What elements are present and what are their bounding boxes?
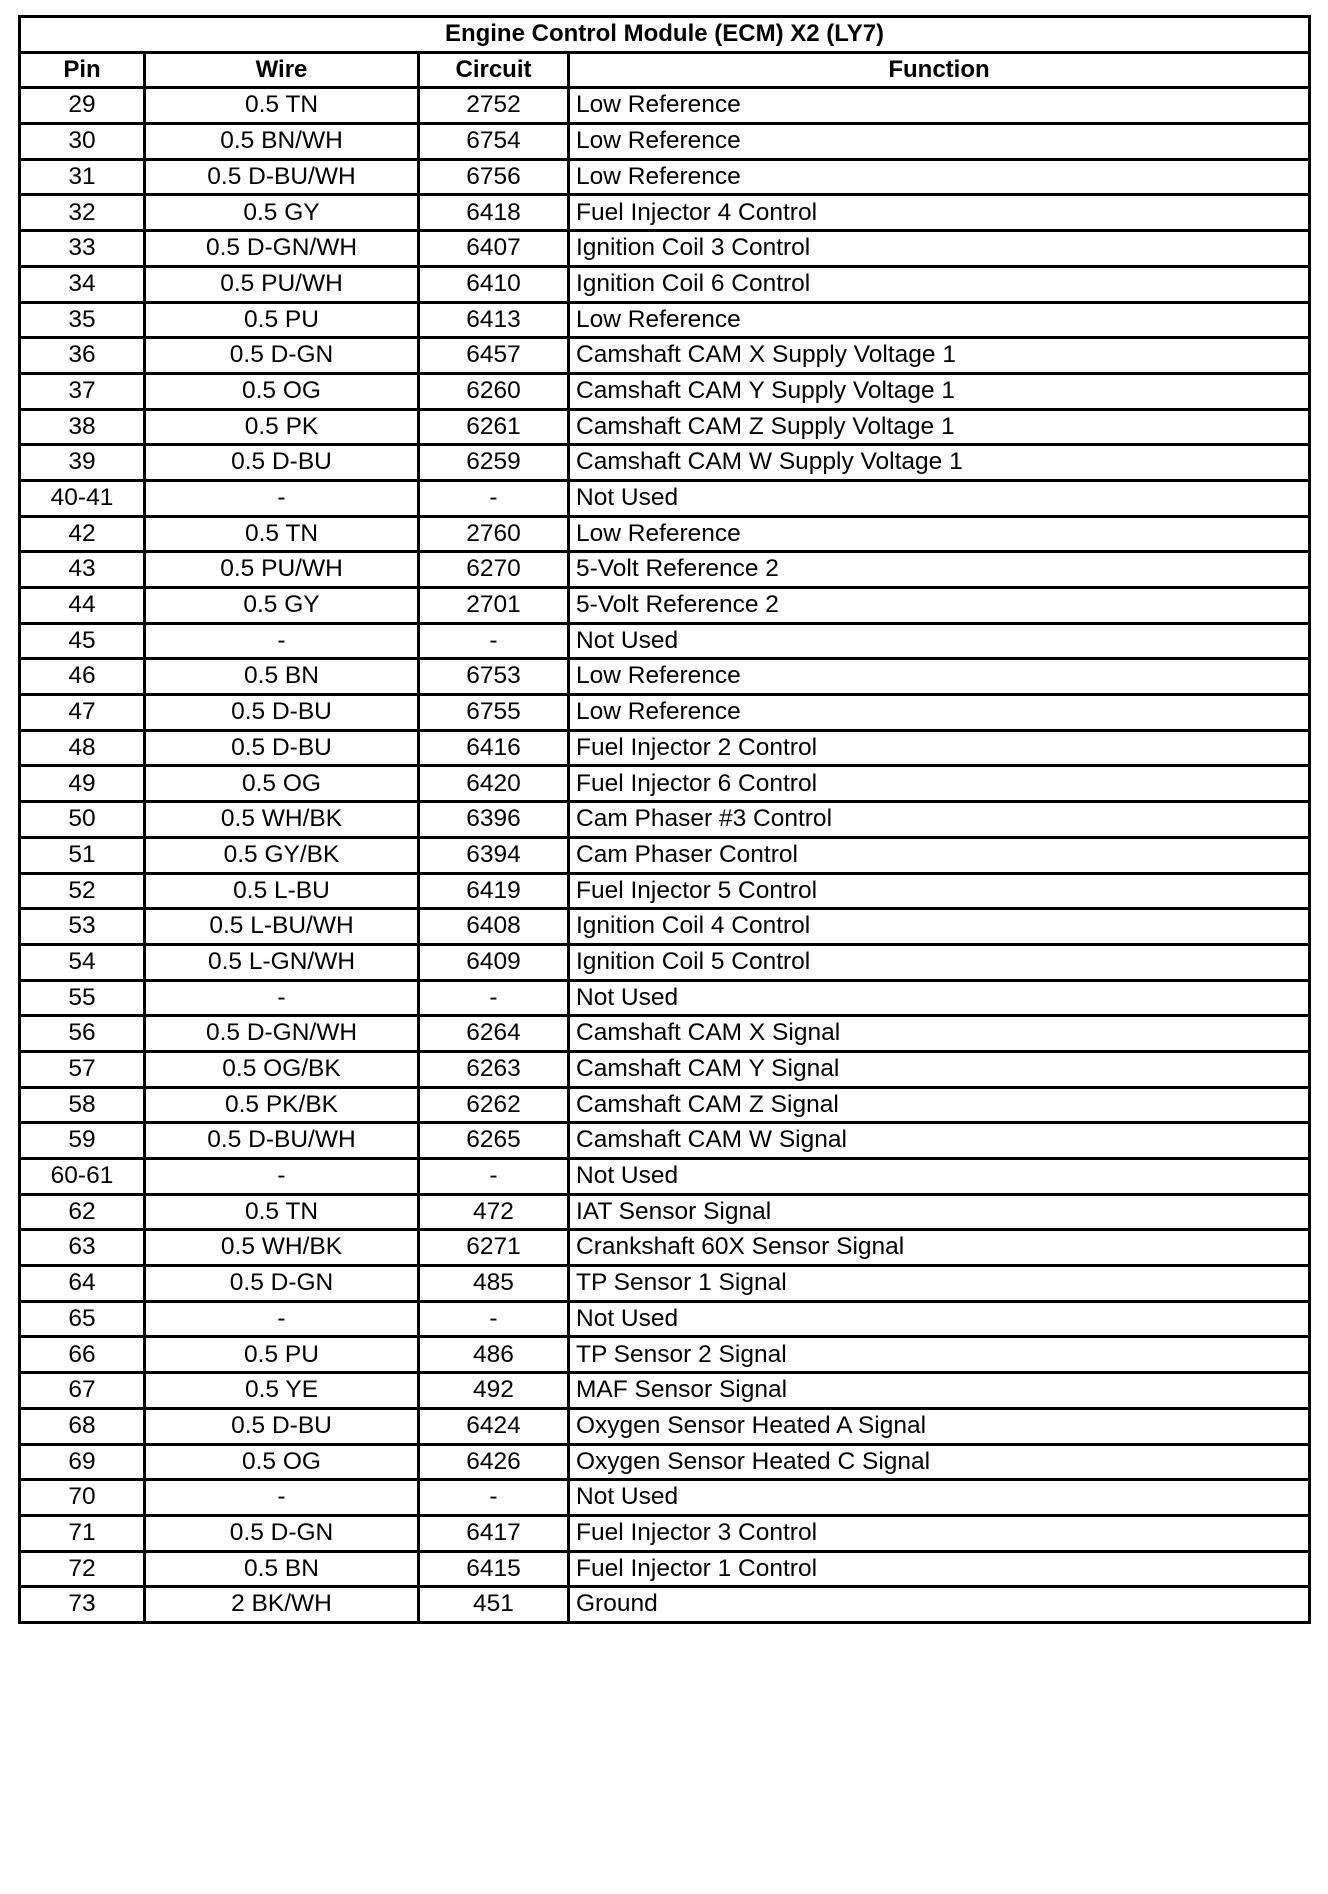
cell-pin: 62 [20, 1194, 145, 1230]
cell-circuit: 6409 [419, 944, 569, 980]
cell-function: Fuel Injector 3 Control [569, 1515, 1310, 1551]
cell-wire: 0.5 OG [145, 373, 419, 409]
cell-pin: 73 [20, 1587, 145, 1623]
cell-pin: 69 [20, 1444, 145, 1480]
cell-circuit: 6408 [419, 909, 569, 945]
cell-circuit: 6261 [419, 409, 569, 445]
cell-wire: 0.5 GY/BK [145, 837, 419, 873]
cell-pin: 44 [20, 588, 145, 624]
cell-circuit: - [419, 480, 569, 516]
cell-pin: 35 [20, 302, 145, 338]
cell-function: Not Used [569, 1159, 1310, 1195]
cell-function: Camshaft CAM W Signal [569, 1123, 1310, 1159]
cell-circuit: 6413 [419, 302, 569, 338]
table-row [20, 1587, 1310, 1623]
cell-circuit: 6418 [419, 195, 569, 231]
table-row [20, 623, 1310, 659]
table-row [20, 266, 1310, 302]
cell-function: Camshaft CAM X Supply Voltage 1 [569, 338, 1310, 374]
cell-pin: 52 [20, 873, 145, 909]
table-body [20, 88, 1310, 1623]
cell-function: Ignition Coil 4 Control [569, 909, 1310, 945]
cell-wire: 0.5 PK [145, 409, 419, 445]
cell-wire: 0.5 PU/WH [145, 266, 419, 302]
cell-function: Crankshaft 60X Sensor Signal [569, 1230, 1310, 1266]
cell-circuit: - [419, 980, 569, 1016]
cell-wire: 0.5 OG [145, 766, 419, 802]
table-row [20, 1551, 1310, 1587]
cell-wire: 0.5 D-BU [145, 445, 419, 481]
cell-function: IAT Sensor Signal [569, 1194, 1310, 1230]
cell-wire: 0.5 L-GN/WH [145, 944, 419, 980]
cell-circuit: 6264 [419, 1016, 569, 1052]
cell-wire: 0.5 PK/BK [145, 1087, 419, 1123]
cell-pin: 49 [20, 766, 145, 802]
cell-function: Not Used [569, 623, 1310, 659]
cell-wire: - [145, 623, 419, 659]
cell-function: Low Reference [569, 302, 1310, 338]
table-row [20, 1051, 1310, 1087]
table-row [20, 1444, 1310, 1480]
table-row [20, 909, 1310, 945]
cell-function: Low Reference [569, 695, 1310, 731]
table-row [20, 802, 1310, 838]
connector-pinout-table [18, 15, 1311, 1624]
cell-circuit: 6416 [419, 730, 569, 766]
header-wire: Wire [145, 52, 419, 88]
cell-pin: 66 [20, 1337, 145, 1373]
cell-wire: 0.5 TN [145, 1194, 419, 1230]
cell-pin: 56 [20, 1016, 145, 1052]
cell-pin: 43 [20, 552, 145, 588]
cell-pin: 53 [20, 909, 145, 945]
cell-circuit: 6271 [419, 1230, 569, 1266]
cell-circuit: 6259 [419, 445, 569, 481]
header-pin: Pin [20, 52, 145, 88]
cell-function: Low Reference [569, 659, 1310, 695]
cell-function: Ignition Coil 5 Control [569, 944, 1310, 980]
cell-circuit: 472 [419, 1194, 569, 1230]
cell-circuit: - [419, 1159, 569, 1195]
cell-function: Not Used [569, 980, 1310, 1016]
table-row [20, 159, 1310, 195]
cell-wire: 0.5 PU [145, 1337, 419, 1373]
cell-pin: 54 [20, 944, 145, 980]
cell-pin: 36 [20, 338, 145, 374]
table-row [20, 516, 1310, 552]
cell-circuit: 6457 [419, 338, 569, 374]
cell-wire: 0.5 D-BU [145, 1408, 419, 1444]
header-circuit: Circuit [419, 52, 569, 88]
cell-pin: 38 [20, 409, 145, 445]
cell-wire: 0.5 BN/WH [145, 124, 419, 160]
cell-function: Cam Phaser #3 Control [569, 802, 1310, 838]
table-row [20, 409, 1310, 445]
cell-circuit: 6260 [419, 373, 569, 409]
cell-circuit: 492 [419, 1373, 569, 1409]
cell-function: Low Reference [569, 516, 1310, 552]
cell-pin: 58 [20, 1087, 145, 1123]
cell-circuit: - [419, 1301, 569, 1337]
cell-pin: 68 [20, 1408, 145, 1444]
cell-pin: 37 [20, 373, 145, 409]
cell-function: Fuel Injector 1 Control [569, 1551, 1310, 1587]
cell-wire: 0.5 BN [145, 1551, 419, 1587]
cell-wire: 0.5 WH/BK [145, 802, 419, 838]
cell-wire: 0.5 OG/BK [145, 1051, 419, 1087]
table-row [20, 302, 1310, 338]
cell-pin: 48 [20, 730, 145, 766]
table-row [20, 944, 1310, 980]
cell-function: Low Reference [569, 159, 1310, 195]
table-row [20, 1016, 1310, 1052]
cell-circuit: 6394 [419, 837, 569, 873]
cell-circuit: 486 [419, 1337, 569, 1373]
cell-wire: 2 BK/WH [145, 1587, 419, 1623]
table-row [20, 730, 1310, 766]
cell-wire: 0.5 TN [145, 88, 419, 124]
cell-function: Camshaft CAM W Supply Voltage 1 [569, 445, 1310, 481]
table-row [20, 1194, 1310, 1230]
header-function: Function [569, 52, 1310, 88]
cell-wire: 0.5 D-BU/WH [145, 159, 419, 195]
cell-circuit: - [419, 623, 569, 659]
cell-pin: 39 [20, 445, 145, 481]
cell-circuit: 6265 [419, 1123, 569, 1159]
cell-pin: 45 [20, 623, 145, 659]
table-row [20, 873, 1310, 909]
table-row [20, 1480, 1310, 1516]
cell-wire: 0.5 D-BU [145, 695, 419, 731]
cell-pin: 72 [20, 1551, 145, 1587]
cell-circuit: 485 [419, 1266, 569, 1302]
cell-function: Camshaft CAM Y Signal [569, 1051, 1310, 1087]
table-row [20, 980, 1310, 1016]
cell-circuit: 6407 [419, 231, 569, 267]
cell-wire: 0.5 D-GN [145, 1515, 419, 1551]
cell-circuit: 2701 [419, 588, 569, 624]
cell-pin: 67 [20, 1373, 145, 1409]
cell-pin: 57 [20, 1051, 145, 1087]
table-title: Engine Control Module (ECM) X2 (LY7) [20, 17, 1310, 53]
cell-function: Oxygen Sensor Heated A Signal [569, 1408, 1310, 1444]
cell-function: Ignition Coil 3 Control [569, 231, 1310, 267]
table-row [20, 1408, 1310, 1444]
cell-pin: 29 [20, 88, 145, 124]
cell-function: Fuel Injector 2 Control [569, 730, 1310, 766]
table-row [20, 1123, 1310, 1159]
cell-wire: - [145, 1301, 419, 1337]
cell-wire: - [145, 1159, 419, 1195]
cell-circuit: 6410 [419, 266, 569, 302]
cell-pin: 70 [20, 1480, 145, 1516]
cell-function: Cam Phaser Control [569, 837, 1310, 873]
cell-wire: 0.5 GY [145, 588, 419, 624]
table-row [20, 695, 1310, 731]
cell-function: Low Reference [569, 124, 1310, 160]
cell-pin: 50 [20, 802, 145, 838]
cell-circuit: 6270 [419, 552, 569, 588]
cell-wire: 0.5 OG [145, 1444, 419, 1480]
cell-pin: 34 [20, 266, 145, 302]
cell-pin: 33 [20, 231, 145, 267]
cell-circuit: 2752 [419, 88, 569, 124]
table-row [20, 659, 1310, 695]
cell-circuit: 6420 [419, 766, 569, 802]
cell-pin: 42 [20, 516, 145, 552]
cell-pin: 65 [20, 1301, 145, 1337]
cell-pin: 59 [20, 1123, 145, 1159]
cell-circuit: 6424 [419, 1408, 569, 1444]
cell-function: MAF Sensor Signal [569, 1373, 1310, 1409]
cell-wire: - [145, 480, 419, 516]
table-row [20, 1373, 1310, 1409]
cell-circuit: - [419, 1480, 569, 1516]
cell-circuit: 6426 [419, 1444, 569, 1480]
cell-pin: 46 [20, 659, 145, 695]
cell-wire: 0.5 D-GN [145, 338, 419, 374]
cell-pin: 47 [20, 695, 145, 731]
cell-function: Oxygen Sensor Heated C Signal [569, 1444, 1310, 1480]
table-row [20, 195, 1310, 231]
cell-circuit: 6755 [419, 695, 569, 731]
table-row [20, 231, 1310, 267]
cell-circuit: 6415 [419, 1551, 569, 1587]
cell-function: 5-Volt Reference 2 [569, 588, 1310, 624]
cell-circuit: 2760 [419, 516, 569, 552]
table-row [20, 373, 1310, 409]
cell-function: Not Used [569, 1301, 1310, 1337]
cell-pin: 30 [20, 124, 145, 160]
cell-circuit: 6753 [419, 659, 569, 695]
cell-pin: 55 [20, 980, 145, 1016]
title-row [20, 17, 1310, 53]
cell-wire: 0.5 D-BU [145, 730, 419, 766]
cell-pin: 40-41 [20, 480, 145, 516]
cell-function: Ground [569, 1587, 1310, 1623]
cell-function: 5-Volt Reference 2 [569, 552, 1310, 588]
table-row [20, 88, 1310, 124]
cell-wire: 0.5 WH/BK [145, 1230, 419, 1266]
cell-wire: - [145, 980, 419, 1016]
cell-circuit: 6417 [419, 1515, 569, 1551]
cell-function: Fuel Injector 4 Control [569, 195, 1310, 231]
cell-function: Camshaft CAM Z Signal [569, 1087, 1310, 1123]
cell-circuit: 6263 [419, 1051, 569, 1087]
cell-pin: 31 [20, 159, 145, 195]
table-row [20, 1337, 1310, 1373]
table-row [20, 1087, 1310, 1123]
cell-function: Camshaft CAM X Signal [569, 1016, 1310, 1052]
cell-pin: 63 [20, 1230, 145, 1266]
cell-wire: 0.5 TN [145, 516, 419, 552]
cell-wire: 0.5 L-BU/WH [145, 909, 419, 945]
cell-function: Fuel Injector 5 Control [569, 873, 1310, 909]
cell-circuit: 6419 [419, 873, 569, 909]
table-row [20, 124, 1310, 160]
cell-wire: - [145, 1480, 419, 1516]
header-row [20, 52, 1310, 88]
cell-function: Not Used [569, 480, 1310, 516]
cell-function: Camshaft CAM Z Supply Voltage 1 [569, 409, 1310, 445]
table-row [20, 1301, 1310, 1337]
cell-function: Ignition Coil 6 Control [569, 266, 1310, 302]
cell-pin: 32 [20, 195, 145, 231]
table-row [20, 1266, 1310, 1302]
cell-pin: 60-61 [20, 1159, 145, 1195]
cell-wire: 0.5 D-BU/WH [145, 1123, 419, 1159]
cell-wire: 0.5 YE [145, 1373, 419, 1409]
cell-function: Not Used [569, 1480, 1310, 1516]
cell-wire: 0.5 PU/WH [145, 552, 419, 588]
cell-circuit: 6754 [419, 124, 569, 160]
cell-wire: 0.5 BN [145, 659, 419, 695]
cell-function: Low Reference [569, 88, 1310, 124]
cell-wire: 0.5 GY [145, 195, 419, 231]
cell-circuit: 6396 [419, 802, 569, 838]
table-row [20, 588, 1310, 624]
table-row [20, 1230, 1310, 1266]
table-row [20, 1515, 1310, 1551]
cell-function: TP Sensor 2 Signal [569, 1337, 1310, 1373]
cell-wire: 0.5 PU [145, 302, 419, 338]
cell-wire: 0.5 D-GN/WH [145, 1016, 419, 1052]
cell-pin: 51 [20, 837, 145, 873]
cell-circuit: 6262 [419, 1087, 569, 1123]
cell-pin: 64 [20, 1266, 145, 1302]
cell-wire: 0.5 D-GN [145, 1266, 419, 1302]
cell-function: Fuel Injector 6 Control [569, 766, 1310, 802]
table-row [20, 766, 1310, 802]
table-row [20, 338, 1310, 374]
cell-wire: 0.5 L-BU [145, 873, 419, 909]
table-row [20, 552, 1310, 588]
table-row [20, 445, 1310, 481]
table-row [20, 837, 1310, 873]
table-row [20, 1159, 1310, 1195]
cell-circuit: 6756 [419, 159, 569, 195]
cell-wire: 0.5 D-GN/WH [145, 231, 419, 267]
cell-circuit: 451 [419, 1587, 569, 1623]
cell-pin: 71 [20, 1515, 145, 1551]
table-row [20, 480, 1310, 516]
cell-function: Camshaft CAM Y Supply Voltage 1 [569, 373, 1310, 409]
cell-function: TP Sensor 1 Signal [569, 1266, 1310, 1302]
